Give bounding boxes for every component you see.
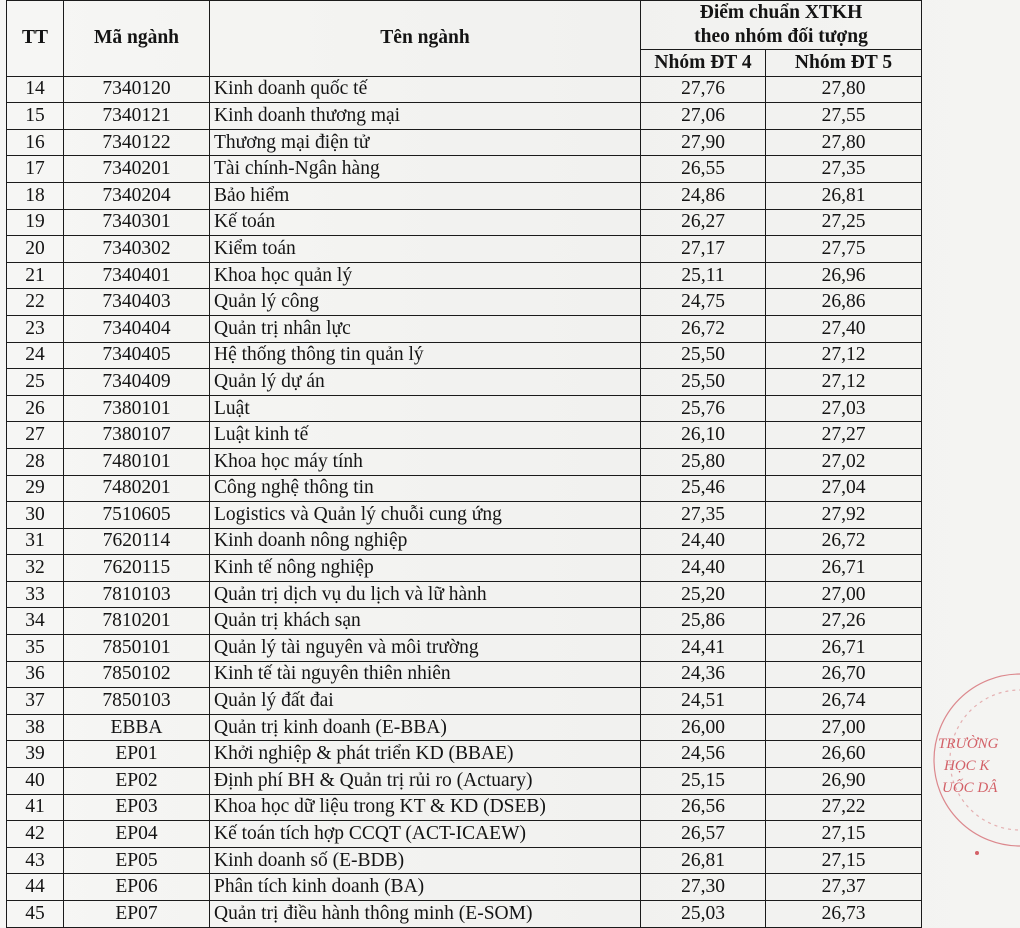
score-group-4: 27,06 xyxy=(641,103,766,130)
table-row xyxy=(7,236,922,263)
table-header xyxy=(7,1,922,77)
row-number: 22 xyxy=(7,289,64,316)
major-name: Kinh tế tài nguyên thiên nhiên xyxy=(210,661,641,688)
score-group-4: 25,15 xyxy=(641,768,766,795)
score-group-5: 27,27 xyxy=(766,422,922,449)
table-row xyxy=(7,103,922,130)
major-code: EP04 xyxy=(64,821,210,848)
score-group-5: 27,12 xyxy=(766,342,922,369)
table-row xyxy=(7,448,922,475)
major-code: 7340404 xyxy=(64,315,210,342)
score-group-5: 27,15 xyxy=(766,821,922,848)
score-group-5: 27,26 xyxy=(766,608,922,635)
table-row xyxy=(7,821,922,848)
table-row xyxy=(7,369,922,396)
row-number: 43 xyxy=(7,847,64,874)
major-code: 7510605 xyxy=(64,502,210,529)
major-name: Quản trị dịch vụ du lịch và lữ hành xyxy=(210,581,641,608)
score-group-5: 27,02 xyxy=(766,448,922,475)
score-group-4: 24,40 xyxy=(641,528,766,555)
score-group-5: 27,80 xyxy=(766,76,922,103)
major-code: EP02 xyxy=(64,768,210,795)
row-number: 41 xyxy=(7,794,64,821)
score-group-4: 27,90 xyxy=(641,129,766,156)
score-group-4: 24,40 xyxy=(641,555,766,582)
score-group-5: 26,81 xyxy=(766,182,922,209)
row-number: 15 xyxy=(7,103,64,130)
table-row xyxy=(7,635,922,662)
major-name: Khoa học quản lý xyxy=(210,262,641,289)
table-row xyxy=(7,76,922,103)
table-row xyxy=(7,262,922,289)
seal-text-line3: UỐC DÂ xyxy=(942,780,998,796)
seal-text-line1: TRƯỜNG xyxy=(938,736,999,752)
major-name: Thương mại điện tử xyxy=(210,129,641,156)
row-number: 32 xyxy=(7,555,64,582)
score-group-5: 26,74 xyxy=(766,688,922,715)
major-name: Quản trị nhân lực xyxy=(210,315,641,342)
score-group-5: 27,12 xyxy=(766,369,922,396)
score-group-4: 26,72 xyxy=(641,315,766,342)
score-group-4: 25,50 xyxy=(641,342,766,369)
row-number: 42 xyxy=(7,821,64,848)
table-row xyxy=(7,874,922,901)
seal-dot xyxy=(975,851,979,855)
major-name: Quản lý đất đai xyxy=(210,688,641,715)
major-code: EP01 xyxy=(64,741,210,768)
table-row xyxy=(7,209,922,236)
header-group-4: Nhóm ĐT 4 xyxy=(641,50,766,77)
table-row xyxy=(7,528,922,555)
score-group-5: 27,37 xyxy=(766,874,922,901)
row-number: 23 xyxy=(7,315,64,342)
major-code: 7340204 xyxy=(64,182,210,209)
table-row xyxy=(7,714,922,741)
score-group-4: 26,55 xyxy=(641,156,766,183)
score-group-4: 24,41 xyxy=(641,635,766,662)
score-group-4: 25,46 xyxy=(641,475,766,502)
score-group-4: 27,30 xyxy=(641,874,766,901)
major-name: Định phí BH & Quản trị rủi ro (Actuary) xyxy=(210,768,641,795)
major-name: Khoa học máy tính xyxy=(210,448,641,475)
row-number: 38 xyxy=(7,714,64,741)
table-row xyxy=(7,475,922,502)
table-row xyxy=(7,741,922,768)
row-number: 25 xyxy=(7,369,64,396)
major-code: 7480201 xyxy=(64,475,210,502)
row-number: 18 xyxy=(7,182,64,209)
major-name: Công nghệ thông tin xyxy=(210,475,641,502)
table-row xyxy=(7,502,922,529)
major-code: 7340401 xyxy=(64,262,210,289)
row-number: 29 xyxy=(7,475,64,502)
row-number: 17 xyxy=(7,156,64,183)
table-row xyxy=(7,315,922,342)
admission-scores-table xyxy=(6,0,922,928)
score-group-4: 24,56 xyxy=(641,741,766,768)
major-code: 7380107 xyxy=(64,422,210,449)
major-code: 7850102 xyxy=(64,661,210,688)
score-group-4: 25,11 xyxy=(641,262,766,289)
major-code: 7340301 xyxy=(64,209,210,236)
score-group-4: 25,20 xyxy=(641,581,766,608)
major-name: Khoa học dữ liệu trong KT & KD (DSEB) xyxy=(210,794,641,821)
table-row xyxy=(7,422,922,449)
major-name: Kiểm toán xyxy=(210,236,641,263)
header-score-group-line2: theo nhóm đối tượng xyxy=(694,26,868,47)
header-score-group xyxy=(641,1,922,50)
score-group-4: 24,36 xyxy=(641,661,766,688)
major-name: Luật kinh tế xyxy=(210,422,641,449)
row-number: 33 xyxy=(7,581,64,608)
major-name: Bảo hiểm xyxy=(210,182,641,209)
score-group-4: 25,80 xyxy=(641,448,766,475)
score-group-4: 26,00 xyxy=(641,714,766,741)
score-group-4: 24,86 xyxy=(641,182,766,209)
row-number: 26 xyxy=(7,395,64,422)
major-code: 7810103 xyxy=(64,581,210,608)
score-group-5: 27,22 xyxy=(766,794,922,821)
score-group-4: 25,03 xyxy=(641,901,766,928)
major-name: Kinh doanh thương mại xyxy=(210,103,641,130)
major-name: Quản lý công xyxy=(210,289,641,316)
score-group-5: 26,71 xyxy=(766,635,922,662)
table-row xyxy=(7,581,922,608)
table-row xyxy=(7,129,922,156)
table-row xyxy=(7,555,922,582)
major-name: Quản trị khách sạn xyxy=(210,608,641,635)
table-row xyxy=(7,182,922,209)
score-group-5: 26,71 xyxy=(766,555,922,582)
major-name: Luật xyxy=(210,395,641,422)
score-group-5: 27,25 xyxy=(766,209,922,236)
row-number: 16 xyxy=(7,129,64,156)
major-name: Phân tích kinh doanh (BA) xyxy=(210,874,641,901)
score-group-4: 25,86 xyxy=(641,608,766,635)
major-name: Kinh doanh số (E-BDB) xyxy=(210,847,641,874)
table-row xyxy=(7,608,922,635)
header-group-5: Nhóm ĐT 5 xyxy=(766,50,922,77)
score-group-4: 25,76 xyxy=(641,395,766,422)
major-code: 7620114 xyxy=(64,528,210,555)
seal-text-line2: HỌC K xyxy=(944,758,990,774)
score-group-5: 27,80 xyxy=(766,129,922,156)
score-group-4: 27,35 xyxy=(641,502,766,529)
major-code: 7340409 xyxy=(64,369,210,396)
major-name: Logistics và Quản lý chuỗi cung ứng xyxy=(210,502,641,529)
major-code: EP05 xyxy=(64,847,210,874)
major-name: Hệ thống thông tin quản lý xyxy=(210,342,641,369)
row-number: 39 xyxy=(7,741,64,768)
table-row xyxy=(7,289,922,316)
table-row xyxy=(7,661,922,688)
major-code: 7380101 xyxy=(64,395,210,422)
score-group-4: 26,56 xyxy=(641,794,766,821)
red-seal-stamp xyxy=(932,640,1020,870)
score-group-5: 26,72 xyxy=(766,528,922,555)
score-group-5: 27,15 xyxy=(766,847,922,874)
row-number: 21 xyxy=(7,262,64,289)
major-code: 7340121 xyxy=(64,103,210,130)
score-group-5: 27,00 xyxy=(766,714,922,741)
table-row xyxy=(7,342,922,369)
major-name: Khởi nghiệp & phát triển KD (BBAE) xyxy=(210,741,641,768)
row-number: 27 xyxy=(7,422,64,449)
major-name: Quản lý tài nguyên và môi trường xyxy=(210,635,641,662)
score-group-5: 27,92 xyxy=(766,502,922,529)
table-row xyxy=(7,847,922,874)
score-group-5: 27,00 xyxy=(766,581,922,608)
major-code: 7810201 xyxy=(64,608,210,635)
row-number: 35 xyxy=(7,635,64,662)
score-group-4: 25,50 xyxy=(641,369,766,396)
table-row xyxy=(7,156,922,183)
score-group-4: 26,10 xyxy=(641,422,766,449)
major-code: 7850103 xyxy=(64,688,210,715)
row-number: 37 xyxy=(7,688,64,715)
major-code: EP07 xyxy=(64,901,210,928)
major-name: Kế toán tích hợp CCQT (ACT-ICAEW) xyxy=(210,821,641,848)
score-group-5: 26,86 xyxy=(766,289,922,316)
major-code: EP03 xyxy=(64,794,210,821)
table-row xyxy=(7,395,922,422)
table-row xyxy=(7,794,922,821)
major-name: Kế toán xyxy=(210,209,641,236)
major-code: 7340403 xyxy=(64,289,210,316)
major-code: 7850101 xyxy=(64,635,210,662)
row-number: 36 xyxy=(7,661,64,688)
major-name: Kinh doanh nông nghiệp xyxy=(210,528,641,555)
major-name: Kinh tế nông nghiệp xyxy=(210,555,641,582)
major-code: 7340201 xyxy=(64,156,210,183)
score-group-4: 24,51 xyxy=(641,688,766,715)
major-name: Quản trị kinh doanh (E-BBA) xyxy=(210,714,641,741)
score-group-5: 26,90 xyxy=(766,768,922,795)
score-group-5: 26,73 xyxy=(766,901,922,928)
row-number: 24 xyxy=(7,342,64,369)
major-code: 7620115 xyxy=(64,555,210,582)
score-group-4: 26,57 xyxy=(641,821,766,848)
major-code: EBBA xyxy=(64,714,210,741)
header-major-code: Mã ngành xyxy=(64,1,210,77)
major-code: 7340122 xyxy=(64,129,210,156)
row-number: 40 xyxy=(7,768,64,795)
score-group-4: 27,76 xyxy=(641,76,766,103)
row-number: 20 xyxy=(7,236,64,263)
major-code: 7340302 xyxy=(64,236,210,263)
score-group-5: 27,55 xyxy=(766,103,922,130)
row-number: 44 xyxy=(7,874,64,901)
header-major-name: Tên ngành xyxy=(210,1,641,77)
row-number: 14 xyxy=(7,76,64,103)
header-score-group-line1: Điểm chuẩn XTKH xyxy=(699,2,863,23)
row-number: 30 xyxy=(7,502,64,529)
score-group-5: 26,60 xyxy=(766,741,922,768)
score-group-5: 27,40 xyxy=(766,315,922,342)
score-group-5: 27,75 xyxy=(766,236,922,263)
row-number: 34 xyxy=(7,608,64,635)
major-code: EP06 xyxy=(64,874,210,901)
score-group-5: 26,70 xyxy=(766,661,922,688)
row-number: 19 xyxy=(7,209,64,236)
major-name: Tài chính-Ngân hàng xyxy=(210,156,641,183)
score-group-4: 27,17 xyxy=(641,236,766,263)
major-name: Kinh doanh quốc tế xyxy=(210,76,641,103)
score-group-5: 27,04 xyxy=(766,475,922,502)
table-row xyxy=(7,901,922,928)
table-body xyxy=(7,76,922,927)
major-code: 7480101 xyxy=(64,448,210,475)
row-number: 31 xyxy=(7,528,64,555)
score-group-5: 27,35 xyxy=(766,156,922,183)
major-code: 7340120 xyxy=(64,76,210,103)
row-number: 45 xyxy=(7,901,64,928)
major-name: Quản trị điều hành thông minh (E-SOM) xyxy=(210,901,641,928)
major-name: Quản lý dự án xyxy=(210,369,641,396)
score-group-4: 26,27 xyxy=(641,209,766,236)
table-row xyxy=(7,768,922,795)
table-row xyxy=(7,688,922,715)
score-group-4: 24,75 xyxy=(641,289,766,316)
score-group-4: 26,81 xyxy=(641,847,766,874)
score-group-5: 26,96 xyxy=(766,262,922,289)
score-group-5: 27,03 xyxy=(766,395,922,422)
row-number: 28 xyxy=(7,448,64,475)
major-code: 7340405 xyxy=(64,342,210,369)
header-tt: TT xyxy=(7,1,64,77)
